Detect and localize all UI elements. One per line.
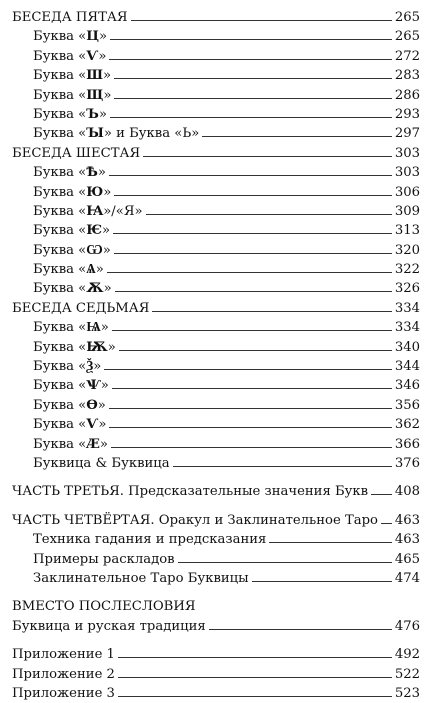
toc-section-entry	[0, 595, 436, 614]
entry-suffix: »	[98, 106, 107, 122]
toc-subentry	[0, 374, 436, 393]
entry-suffix: »	[103, 87, 112, 103]
page-number: 344	[394, 359, 420, 375]
leader-line	[109, 161, 392, 176]
page-number: 286	[394, 87, 420, 103]
page-number: 306	[394, 184, 420, 200]
entry-suffix: »/«Я»	[103, 203, 143, 219]
page-number: 320	[394, 242, 420, 258]
leader-line	[381, 509, 392, 524]
entry-prefix: Буква «	[33, 242, 87, 258]
page-number: 366	[394, 436, 420, 452]
entry-prefix: Буква «	[33, 165, 87, 181]
leader-line	[146, 200, 392, 215]
page-number: 362	[394, 417, 420, 433]
entry-prefix: Буква «	[33, 126, 87, 142]
toc-subentry	[0, 394, 436, 413]
leader-line	[269, 528, 391, 543]
letter-glyph: Ꙗ	[86, 203, 104, 219]
entry-prefix: Буква «	[33, 223, 87, 239]
letter-glyph: Ѡ	[86, 242, 103, 258]
entry-suffix: »	[102, 223, 111, 239]
entry-suffix: »	[99, 29, 108, 45]
leader-line	[110, 103, 392, 118]
page-number: 309	[394, 203, 420, 219]
entry-suffix: »	[102, 242, 111, 258]
letter-glyph: Ѳ	[86, 397, 98, 413]
letter-glyph: Ꙑ	[86, 126, 104, 142]
leader-line	[112, 316, 392, 331]
page-number: 303	[394, 145, 420, 161]
table-of-contents	[0, 6, 436, 701]
letter-glyph: Ѫ	[86, 281, 104, 297]
entry-suffix: »	[99, 436, 108, 452]
entry-suffix: »	[107, 339, 116, 355]
letter-glyph: Ѣ	[86, 165, 98, 181]
toc-subentry	[0, 528, 436, 547]
toc-subentry	[0, 316, 436, 335]
toc-entry-title: ЧАСТЬ ТРЕТЬЯ. Предсказательные значения Букв	[12, 482, 370, 501]
toc-section-entry	[0, 615, 436, 634]
leader-line	[110, 25, 392, 40]
page-number: 322	[394, 262, 420, 278]
toc-entry-title: Приложение 1	[12, 645, 117, 664]
entry-prefix: Буква «	[33, 359, 87, 375]
leader-line	[173, 452, 392, 467]
leader-line	[118, 682, 392, 697]
toc-subentry	[0, 200, 436, 219]
toc-subentry	[0, 64, 436, 83]
leader-line	[209, 615, 392, 630]
toc-subentry	[0, 258, 436, 277]
page-number: 522	[394, 666, 420, 682]
leader-line	[114, 181, 392, 196]
page-number: 265	[394, 10, 420, 25]
toc-entry-title: Техника гадания и предсказания	[33, 530, 268, 549]
toc-entry-title: Приложение 3	[12, 684, 117, 703]
letter-glyph: Щ	[86, 87, 104, 103]
toc-subentry	[0, 219, 436, 238]
entry-suffix: »	[98, 48, 107, 64]
entry-prefix: Буква «	[33, 106, 87, 122]
toc-entry-title: БЕСЕДА ПЯТАЯ	[12, 8, 130, 27]
toc-entry-title: Буквица & Буквица	[33, 454, 172, 473]
leader-line	[109, 394, 392, 409]
entry-prefix: Буква «	[33, 436, 87, 452]
leader-line	[114, 239, 392, 254]
letter-glyph: Ѥ	[86, 223, 103, 239]
page-number: 463	[394, 532, 420, 548]
page-number: 334	[394, 300, 420, 316]
toc-subentry	[0, 25, 436, 44]
toc-section-entry	[0, 643, 436, 662]
leader-line	[111, 433, 392, 448]
toc-entry-title: Приложение 2	[12, 665, 117, 684]
toc-subentry	[0, 181, 436, 200]
entry-prefix: Буква «	[33, 68, 87, 84]
entry-suffix: »	[103, 281, 112, 297]
toc-section-entry	[0, 682, 436, 701]
page-number: 492	[394, 647, 420, 663]
toc-subentry	[0, 433, 436, 452]
entry-suffix: »	[102, 68, 112, 84]
toc-entry-title: БЕСЕДА СЕДЬМАЯ	[12, 299, 151, 318]
toc-section-entry	[0, 6, 436, 25]
leader-line	[109, 413, 391, 428]
toc-subentry	[0, 336, 436, 355]
toc-subentry	[0, 84, 436, 103]
entry-prefix: Буква «	[33, 203, 87, 219]
toc-subentry	[0, 161, 436, 180]
toc-entry-title: Буквица и руская традиция	[12, 617, 208, 636]
page-number: 463	[394, 512, 420, 528]
page-number: 376	[394, 455, 420, 471]
toc-entry-title: Заклинательное Таро Буквицы	[33, 569, 251, 588]
toc-subentry	[0, 567, 436, 586]
entry-prefix: Буква «	[33, 339, 87, 355]
letter-glyph: Ѩ	[86, 320, 101, 336]
letter-glyph: Ѯ	[86, 359, 94, 375]
page-number: 356	[394, 397, 420, 413]
entry-prefix: Буква «	[33, 281, 87, 297]
leader-line	[371, 480, 392, 495]
letter-glyph: Ш	[86, 68, 103, 84]
entry-suffix: »	[95, 262, 104, 278]
letter-glyph: Ъ	[86, 106, 99, 122]
toc-subentry	[0, 45, 436, 64]
toc-section-entry	[0, 509, 436, 528]
toc-subentry	[0, 277, 436, 296]
letter-glyph: Ѱ	[86, 378, 101, 394]
leader-line	[114, 64, 392, 79]
leader-line	[113, 219, 392, 234]
leader-line	[112, 374, 392, 389]
toc-section-entry	[0, 663, 436, 682]
page-number: 303	[394, 165, 420, 181]
entry-prefix: Буква «	[33, 48, 87, 64]
page-number: 293	[394, 106, 420, 122]
page-number: 476	[394, 618, 420, 634]
entry-suffix: »	[100, 320, 109, 336]
page-number: 265	[394, 29, 420, 45]
toc-subentry	[0, 122, 436, 141]
entry-prefix: Буква «	[33, 184, 87, 200]
leader-line	[152, 297, 391, 312]
leader-line	[119, 336, 392, 351]
entry-prefix: Буква «	[33, 87, 87, 103]
leader-line	[118, 663, 392, 678]
toc-subentry	[0, 239, 436, 258]
letter-glyph: Ѵ	[86, 48, 99, 64]
toc-subentry	[0, 452, 436, 471]
letter-glyph: Ӕ	[86, 436, 100, 452]
leader-line	[104, 355, 392, 370]
entry-suffix: »	[93, 359, 102, 375]
page-number: 523	[394, 685, 420, 701]
entry-prefix: Буква «	[33, 29, 87, 45]
entry-suffix: »	[100, 378, 109, 394]
leader-line	[252, 567, 392, 582]
letter-glyph: Ц	[86, 29, 99, 45]
leader-line	[143, 142, 392, 157]
page-number: 297	[394, 126, 420, 142]
entry-suffix: »	[97, 165, 106, 181]
leader-line	[107, 258, 392, 273]
toc-section-entry	[0, 297, 436, 316]
toc-subentry	[0, 355, 436, 374]
toc-subentry	[0, 413, 436, 432]
entry-prefix: Буква «	[33, 320, 87, 336]
leader-line	[131, 6, 392, 21]
leader-line	[114, 84, 391, 99]
entry-suffix: »	[97, 397, 106, 413]
entry-prefix: Буква «	[33, 262, 87, 278]
leader-line	[115, 277, 392, 292]
page-number: 408	[394, 484, 420, 500]
page-number: 334	[394, 320, 420, 336]
toc-section-entry	[0, 480, 436, 499]
toc-entry-title: Примеры раскладов	[33, 550, 177, 569]
page-number: 474	[394, 570, 420, 586]
toc-subentry	[0, 103, 436, 122]
letter-glyph: Ю	[86, 184, 104, 200]
toc-entry-title: БЕСЕДА ШЕСТАЯ	[12, 144, 142, 163]
page-number: 346	[394, 378, 420, 394]
leader-line	[202, 122, 392, 137]
leader-line	[178, 548, 392, 563]
leader-line	[118, 643, 392, 658]
letter-glyph: Ѵ	[86, 417, 99, 433]
entry-suffix: » и Буква «Ь»	[103, 126, 200, 142]
page-number: 313	[394, 223, 420, 239]
page-number: 283	[394, 68, 420, 84]
page-number: 326	[394, 281, 420, 297]
toc-section-entry	[0, 142, 436, 161]
letter-glyph: Ѧ	[86, 262, 96, 278]
entry-prefix: Буква «	[33, 397, 87, 413]
entry-suffix: »	[103, 184, 112, 200]
entry-prefix: Буква «	[33, 417, 87, 433]
toc-entry-title: ЧАСТЬ ЧЕТВЁРТАЯ. Оракул и Заклинательное Таро	[12, 511, 380, 530]
entry-prefix: Буква «	[33, 378, 87, 394]
toc-entry-title: ВМЕСТО ПОСЛЕСЛОВИЯ	[12, 597, 198, 616]
toc-subentry	[0, 548, 436, 567]
page-number: 272	[394, 48, 420, 64]
letter-glyph: Ѭ	[86, 339, 108, 355]
page-number: 340	[394, 339, 420, 355]
entry-suffix: »	[98, 417, 107, 433]
leader-line	[109, 45, 391, 60]
page-number: 465	[394, 551, 420, 567]
